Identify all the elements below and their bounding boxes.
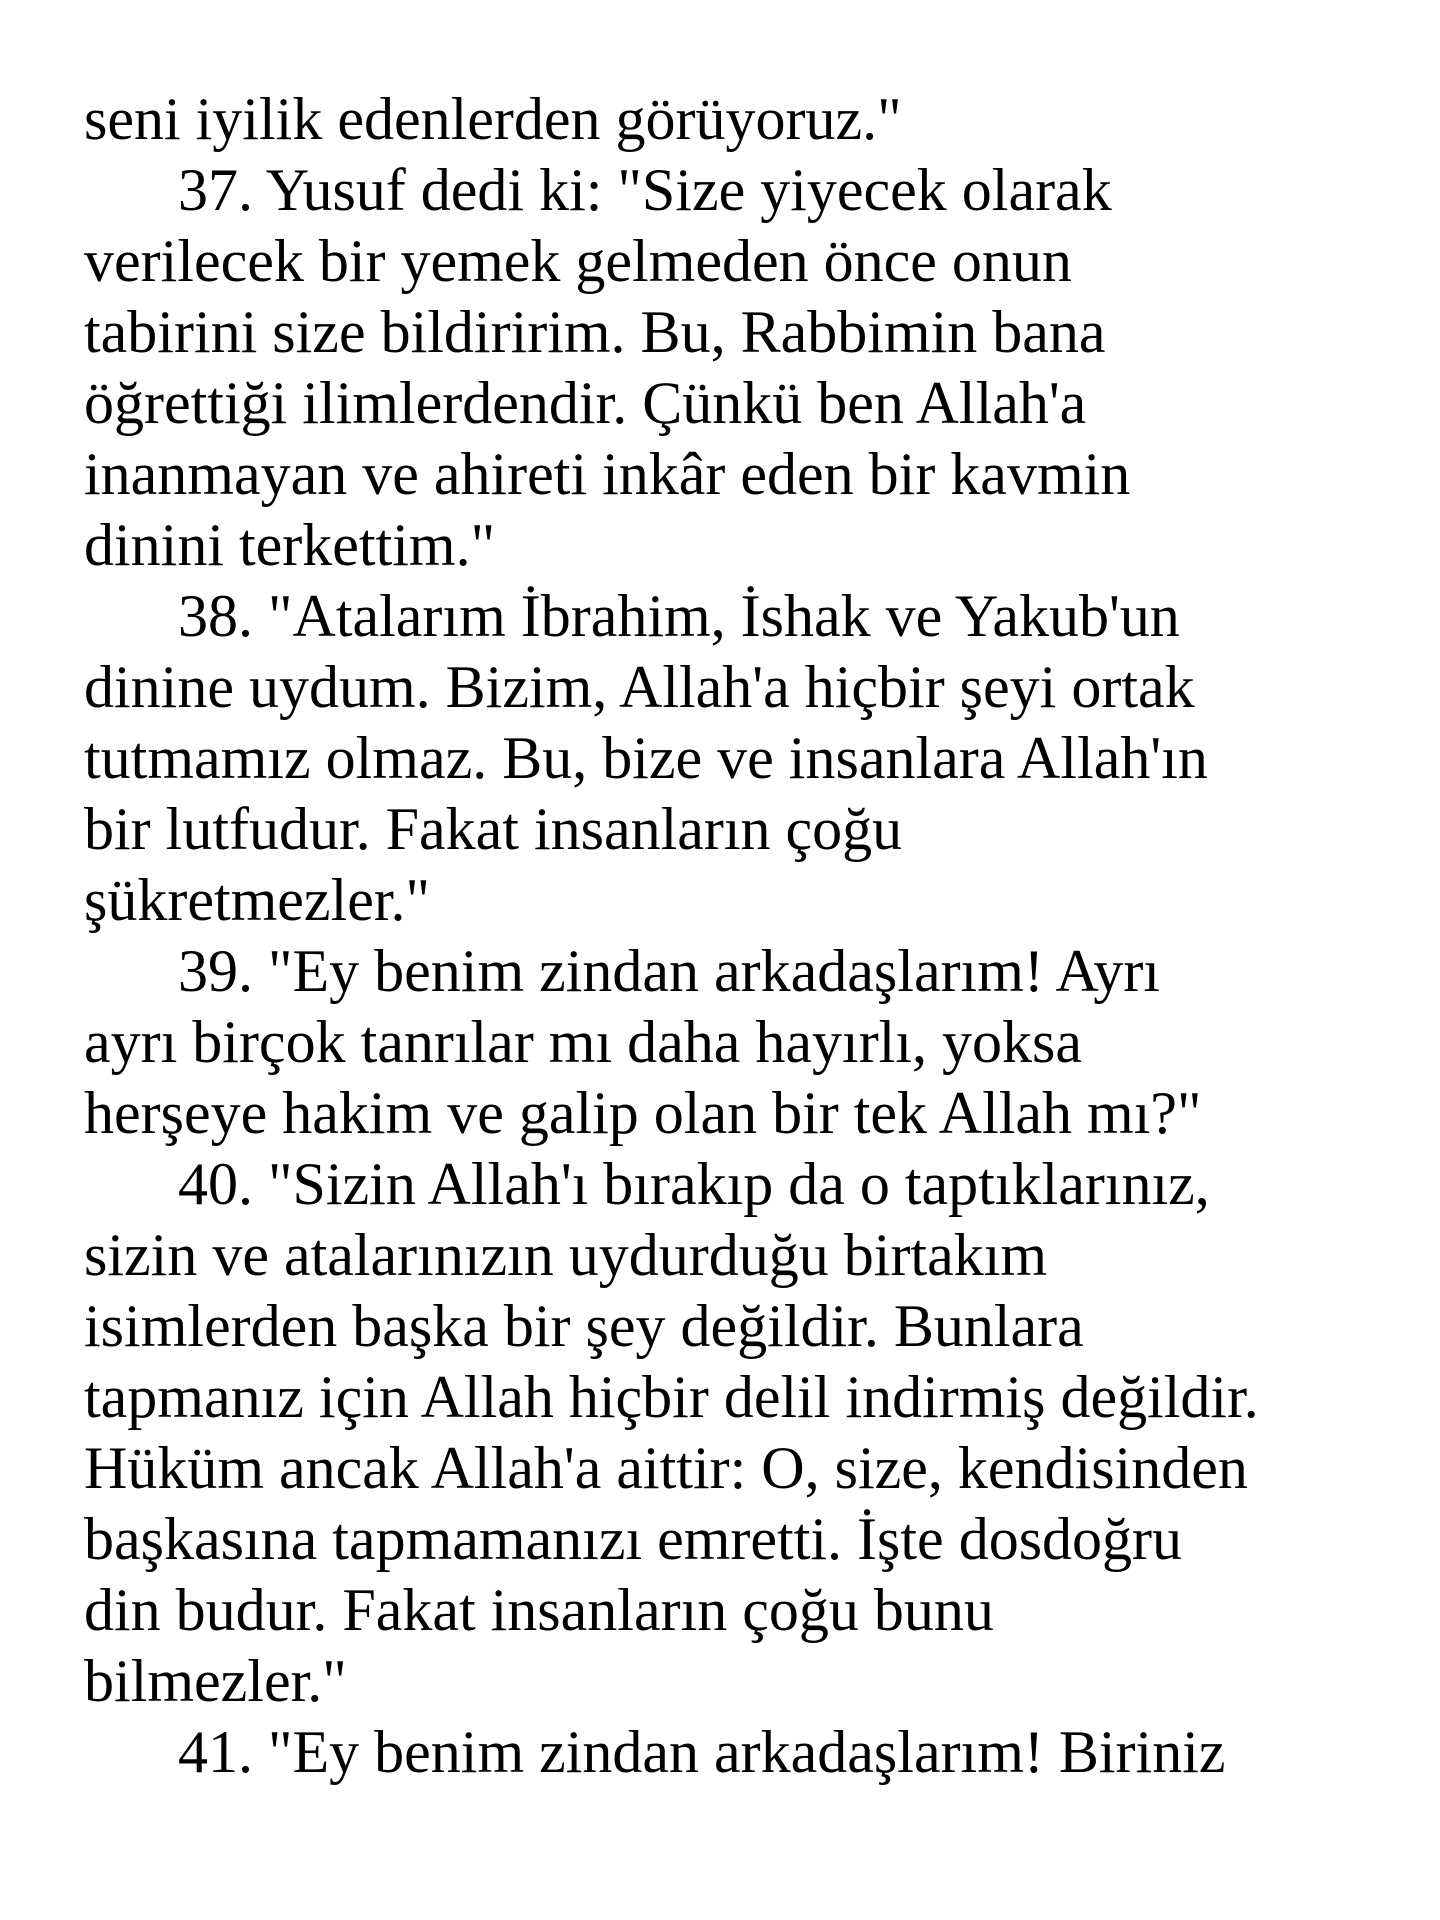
text-line: tabirini size bildiririm. Bu, Rabbimin bana bbox=[84, 299, 1106, 365]
text-line: bir lutfudur. Fakat insanların çoğu bbox=[84, 796, 903, 862]
text-line: 38. "Atalarım İbrahim, İshak ve Yakub'un bbox=[178, 583, 1180, 649]
text-line: şükretmezler." bbox=[84, 867, 431, 933]
text-line: ayrı birçok tanrılar mı daha hayırlı, yoksa bbox=[84, 1009, 1082, 1075]
text-line: seni iyilik edenlerden görüyoruz." bbox=[84, 86, 902, 152]
text-line: başkasına tapmamanızı emretti. İşte dosdoğru bbox=[84, 1506, 1183, 1572]
text-line: din budur. Fakat insanların çoğu bunu bbox=[84, 1577, 994, 1643]
verse-text-block bbox=[84, 84, 1414, 1788]
text-line: öğrettiği ilimlerdendir. Çünkü ben Allah'a bbox=[84, 370, 1087, 436]
text-line: 39. "Ey benim zindan arkadaşlarım! Ayrı bbox=[178, 938, 1161, 1004]
text-line: bilmezler." bbox=[84, 1648, 347, 1714]
text-line: 40. "Sizin Allah'ı bırakıp da o taptıklarınız, bbox=[178, 1151, 1210, 1217]
text-line: herşeye hakim ve galip olan bir tek Allah mı?" bbox=[84, 1080, 1202, 1146]
text-line: isimlerden başka bir şey değildir. Bunlara bbox=[84, 1293, 1084, 1359]
text-line: 41. "Ey benim zindan arkadaşlarım! Biriniz bbox=[178, 1719, 1226, 1785]
text-line: dinini terkettim." bbox=[84, 512, 496, 578]
text-line: tutmamız olmaz. Bu, bize ve insanlara Allah'ın bbox=[84, 725, 1208, 791]
text-line: tapmanız için Allah hiçbir delil indirmiş değildir. bbox=[84, 1364, 1259, 1430]
text-line: verilecek bir yemek gelmeden önce onun bbox=[84, 228, 1072, 294]
text-line: Hüküm ancak Allah'a aittir: O, size, kendisinden bbox=[84, 1435, 1248, 1501]
text-line: sizin ve atalarınızın uydurduğu birtakım bbox=[84, 1222, 1048, 1288]
text-line: dinine uydum. Bizim, Allah'a hiçbir şeyi ortak bbox=[84, 654, 1195, 720]
text-line: inanmayan ve ahireti inkâr eden bir kavmin bbox=[84, 441, 1131, 507]
text-line: 37. Yusuf dedi ki: "Size yiyecek olarak bbox=[178, 157, 1112, 223]
